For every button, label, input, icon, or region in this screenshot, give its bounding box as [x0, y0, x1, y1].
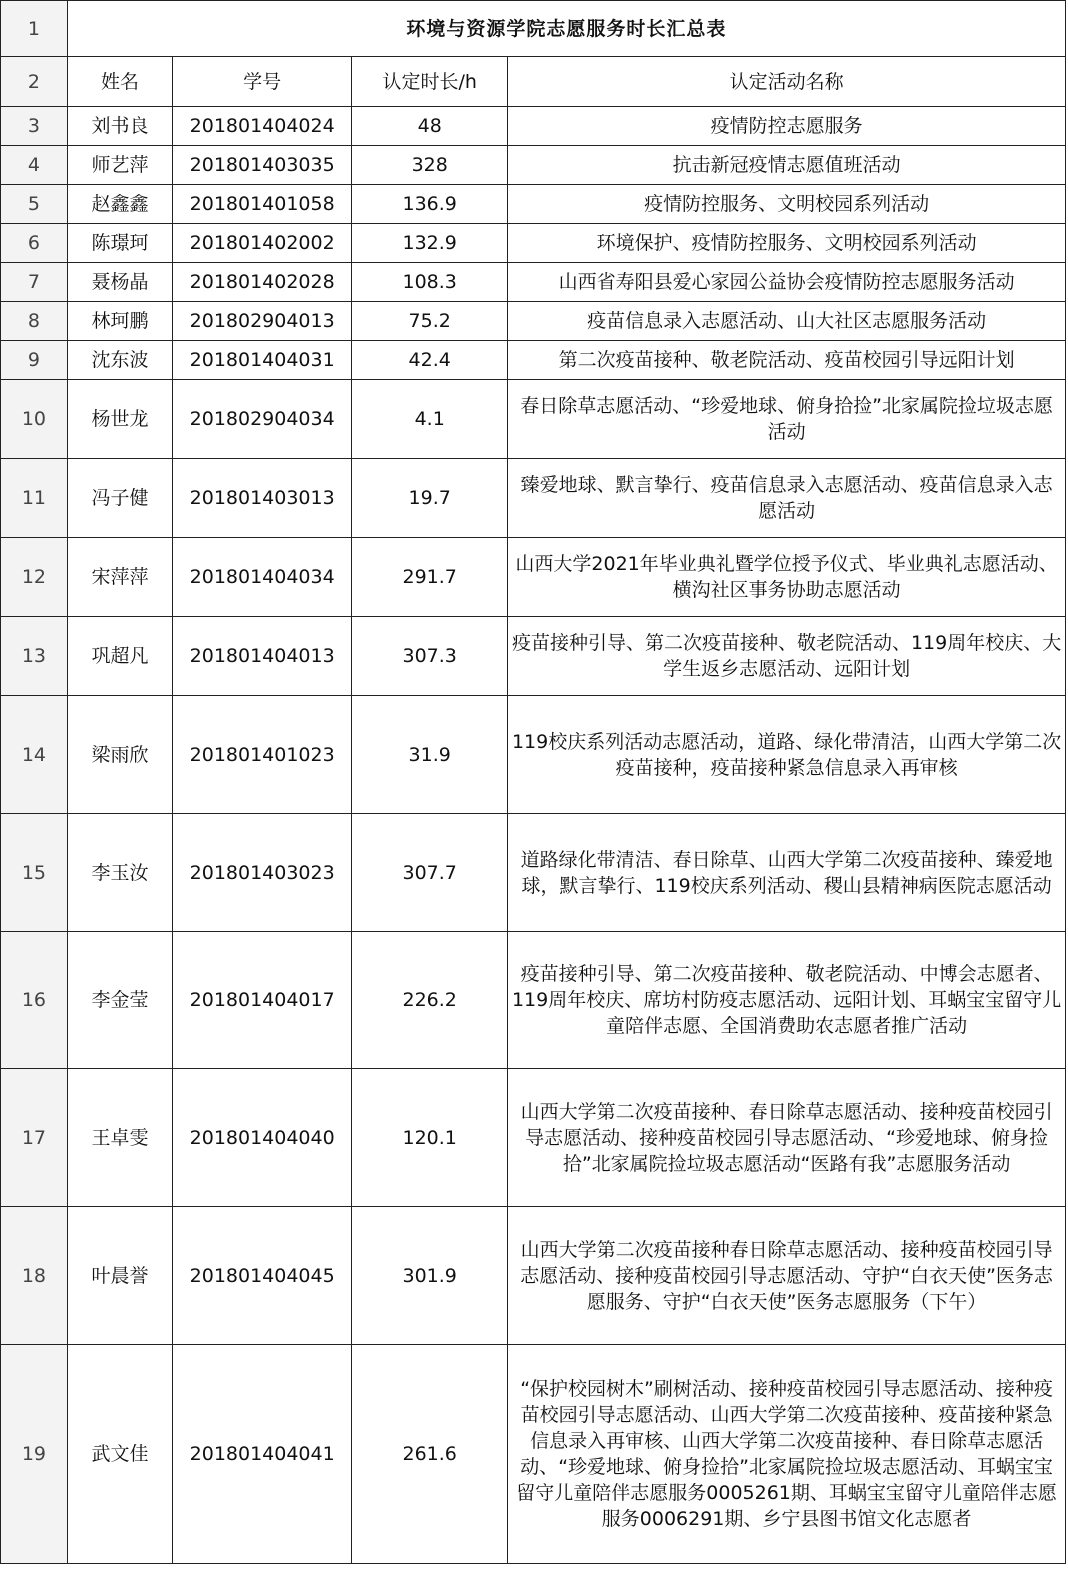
- table-row: [1, 1207, 1066, 1345]
- cell-activity[interactable]: 臻爱地球、默言挚行、疫苗信息录入志愿活动、疫苗信息录入志愿活动: [508, 459, 1066, 538]
- sheet-title[interactable]: 环境与资源学院志愿服务时长汇总表: [67, 1, 1065, 57]
- row-number[interactable]: 12: [1, 538, 68, 617]
- cell-hours[interactable]: 108.3: [352, 263, 508, 302]
- cell-hours[interactable]: 328: [352, 146, 508, 185]
- table-row: [1, 696, 1066, 814]
- cell-activity[interactable]: 119校庆系列活动志愿活动，道路、绿化带清洁，山西大学第二次疫苗接种，疫苗接种紧急信息录入再审核: [508, 696, 1066, 814]
- cell-name[interactable]: 陈璟珂: [67, 224, 172, 263]
- cell-activity[interactable]: 疫苗接种引导、第二次疫苗接种、敬老院活动、119周年校庆、大学生返乡志愿活动、远阳计划: [508, 617, 1066, 696]
- table-row: [1, 538, 1066, 617]
- cell-hours[interactable]: 42.4: [352, 341, 508, 380]
- cell-name[interactable]: 赵鑫鑫: [67, 185, 172, 224]
- row-number[interactable]: 17: [1, 1069, 68, 1207]
- cell-activity[interactable]: “保护校园树木”刷树活动、接种疫苗校园引导志愿活动、接种疫苗校园引导志愿活动、山西大学第二次疫苗接种、疫苗接种紧急信息录入再审核、山西大学第二次疫苗接种、春日除草志愿活动、“珍爱地球、俯身捡拾”北家属院捡垃圾志愿活动、耳蜗宝宝留守儿童陪伴志愿服务0005261期、耳蜗宝宝留守儿童陪伴志愿服务0006291期、乡宁县图书馆文化志愿者: [508, 1345, 1066, 1564]
- cell-activity[interactable]: 道路绿化带清洁、春日除草、山西大学第二次疫苗接种、臻爱地球，默言挚行、119校庆系列活动、稷山县精神病医院志愿活动: [508, 814, 1066, 932]
- table-row: [1, 302, 1066, 341]
- cell-student-id[interactable]: 201801404013: [173, 617, 352, 696]
- cell-name[interactable]: 林珂鹏: [67, 302, 172, 341]
- header-row: [1, 57, 1066, 107]
- cell-activity[interactable]: 山西省寿阳县爱心家园公益协会疫情防控志愿服务活动: [508, 263, 1066, 302]
- cell-name[interactable]: 师艺萍: [67, 146, 172, 185]
- table-row: [1, 224, 1066, 263]
- row-number[interactable]: 4: [1, 146, 68, 185]
- cell-activity[interactable]: 第二次疫苗接种、敬老院活动、疫苗校园引导远阳计划: [508, 341, 1066, 380]
- cell-name[interactable]: 冯子健: [67, 459, 172, 538]
- cell-student-id[interactable]: 201802904034: [173, 380, 352, 459]
- cell-hours[interactable]: 48: [352, 107, 508, 146]
- row-number[interactable]: 19: [1, 1345, 68, 1564]
- table-row: [1, 932, 1066, 1069]
- cell-student-id[interactable]: 201801404017: [173, 932, 352, 1069]
- row-number[interactable]: 15: [1, 814, 68, 932]
- cell-name[interactable]: 沈东波: [67, 341, 172, 380]
- cell-hours[interactable]: 75.2: [352, 302, 508, 341]
- cell-activity[interactable]: 春日除草志愿活动、“珍爱地球、俯身拾捡”北家属院捡垃圾志愿活动: [508, 380, 1066, 459]
- cell-hours[interactable]: 301.9: [352, 1207, 508, 1345]
- cell-activity[interactable]: 山西大学第二次疫苗接种、春日除草志愿活动、接种疫苗校园引导志愿活动、接种疫苗校园引导志愿活动、“珍爱地球、俯身捡拾”北家属院捡垃圾志愿活动“医路有我”志愿服务活动: [508, 1069, 1066, 1207]
- table-row: [1, 341, 1066, 380]
- cell-activity[interactable]: 疫情防控服务、文明校园系列活动: [508, 185, 1066, 224]
- table-row: [1, 1345, 1066, 1564]
- header-student-id[interactable]: 学号: [173, 57, 352, 107]
- cell-student-id[interactable]: 201801403035: [173, 146, 352, 185]
- cell-student-id[interactable]: 201801404041: [173, 1345, 352, 1564]
- header-name[interactable]: 姓名: [67, 57, 172, 107]
- row-number[interactable]: 3: [1, 107, 68, 146]
- cell-student-id[interactable]: 201801401023: [173, 696, 352, 814]
- row-number[interactable]: 7: [1, 263, 68, 302]
- row-number[interactable]: 13: [1, 617, 68, 696]
- table-row: [1, 1069, 1066, 1207]
- row-number[interactable]: 6: [1, 224, 68, 263]
- row-number[interactable]: 14: [1, 696, 68, 814]
- cell-hours[interactable]: 226.2: [352, 932, 508, 1069]
- table-row: [1, 814, 1066, 932]
- cell-student-id[interactable]: 201802904013: [173, 302, 352, 341]
- table-row: [1, 146, 1066, 185]
- cell-name[interactable]: 杨世龙: [67, 380, 172, 459]
- cell-hours[interactable]: 31.9: [352, 696, 508, 814]
- cell-activity[interactable]: 疫苗信息录入志愿活动、山大社区志愿服务活动: [508, 302, 1066, 341]
- cell-hours[interactable]: 120.1: [352, 1069, 508, 1207]
- table-row: [1, 459, 1066, 538]
- header-hours[interactable]: 认定时长/h: [352, 57, 508, 107]
- cell-activity[interactable]: 疫情防控志愿服务: [508, 107, 1066, 146]
- cell-student-id[interactable]: 201801402002: [173, 224, 352, 263]
- cell-name[interactable]: 梁雨欣: [67, 696, 172, 814]
- cell-hours[interactable]: 291.7: [352, 538, 508, 617]
- cell-student-id[interactable]: 201801404031: [173, 341, 352, 380]
- table-row: [1, 380, 1066, 459]
- row-number[interactable]: 1: [1, 1, 68, 57]
- cell-activity[interactable]: 山西大学第二次疫苗接种春日除草志愿活动、接种疫苗校园引导志愿活动、接种疫苗校园引导志愿活动、守护“白衣天使”医务志愿服务、守护“白衣天使”医务志愿服务（下午）: [508, 1207, 1066, 1345]
- cell-name[interactable]: 聂杨晶: [67, 263, 172, 302]
- table-row: [1, 107, 1066, 146]
- row-number[interactable]: 16: [1, 932, 68, 1069]
- table-row: [1, 185, 1066, 224]
- cell-hours[interactable]: 136.9: [352, 185, 508, 224]
- row-number[interactable]: 8: [1, 302, 68, 341]
- header-activity[interactable]: 认定活动名称: [508, 57, 1066, 107]
- table-row: [1, 617, 1066, 696]
- cell-student-id[interactable]: 201801402028: [173, 263, 352, 302]
- cell-name[interactable]: 李金莹: [67, 932, 172, 1069]
- title-row: [1, 1, 1066, 57]
- cell-activity[interactable]: 抗击新冠疫情志愿值班活动: [508, 146, 1066, 185]
- row-number[interactable]: 11: [1, 459, 68, 538]
- cell-name[interactable]: 宋萍萍: [67, 538, 172, 617]
- cell-hours[interactable]: 307.3: [352, 617, 508, 696]
- cell-student-id[interactable]: 201801401058: [173, 185, 352, 224]
- table-row: [1, 263, 1066, 302]
- cell-student-id[interactable]: 201801404040: [173, 1069, 352, 1207]
- cell-student-id[interactable]: 201801404024: [173, 107, 352, 146]
- cell-activity[interactable]: 环境保护、疫情防控服务、文明校园系列活动: [508, 224, 1066, 263]
- cell-student-id[interactable]: 201801404045: [173, 1207, 352, 1345]
- cell-hours[interactable]: 4.1: [352, 380, 508, 459]
- cell-name[interactable]: 刘书良: [67, 107, 172, 146]
- cell-student-id[interactable]: 201801404034: [173, 538, 352, 617]
- cell-name[interactable]: 李玉汝: [67, 814, 172, 932]
- row-number[interactable]: 9: [1, 341, 68, 380]
- row-number[interactable]: 2: [1, 57, 68, 107]
- row-number[interactable]: 5: [1, 185, 68, 224]
- cell-name[interactable]: 巩超凡: [67, 617, 172, 696]
- cell-student-id[interactable]: 201801403023: [173, 814, 352, 932]
- cell-name[interactable]: 王卓雯: [67, 1069, 172, 1207]
- cell-activity[interactable]: 山西大学2021年毕业典礼暨学位授予仪式、毕业典礼志愿活动、横沟社区事务协助志愿活动: [508, 538, 1066, 617]
- cell-activity[interactable]: 疫苗接种引导、第二次疫苗接种、敬老院活动、中博会志愿者、119周年校庆、席坊村防疫志愿活动、远阳计划、耳蜗宝宝留守儿童陪伴志愿、全国消费助农志愿者推广活动: [508, 932, 1066, 1069]
- cell-hours[interactable]: 307.7: [352, 814, 508, 932]
- cell-student-id[interactable]: 201801403013: [173, 459, 352, 538]
- row-number[interactable]: 18: [1, 1207, 68, 1345]
- cell-name[interactable]: 叶晨誉: [67, 1207, 172, 1345]
- cell-hours[interactable]: 19.7: [352, 459, 508, 538]
- cell-hours[interactable]: 261.6: [352, 1345, 508, 1564]
- row-number[interactable]: 10: [1, 380, 68, 459]
- cell-name[interactable]: 武文佳: [67, 1345, 172, 1564]
- cell-hours[interactable]: 132.9: [352, 224, 508, 263]
